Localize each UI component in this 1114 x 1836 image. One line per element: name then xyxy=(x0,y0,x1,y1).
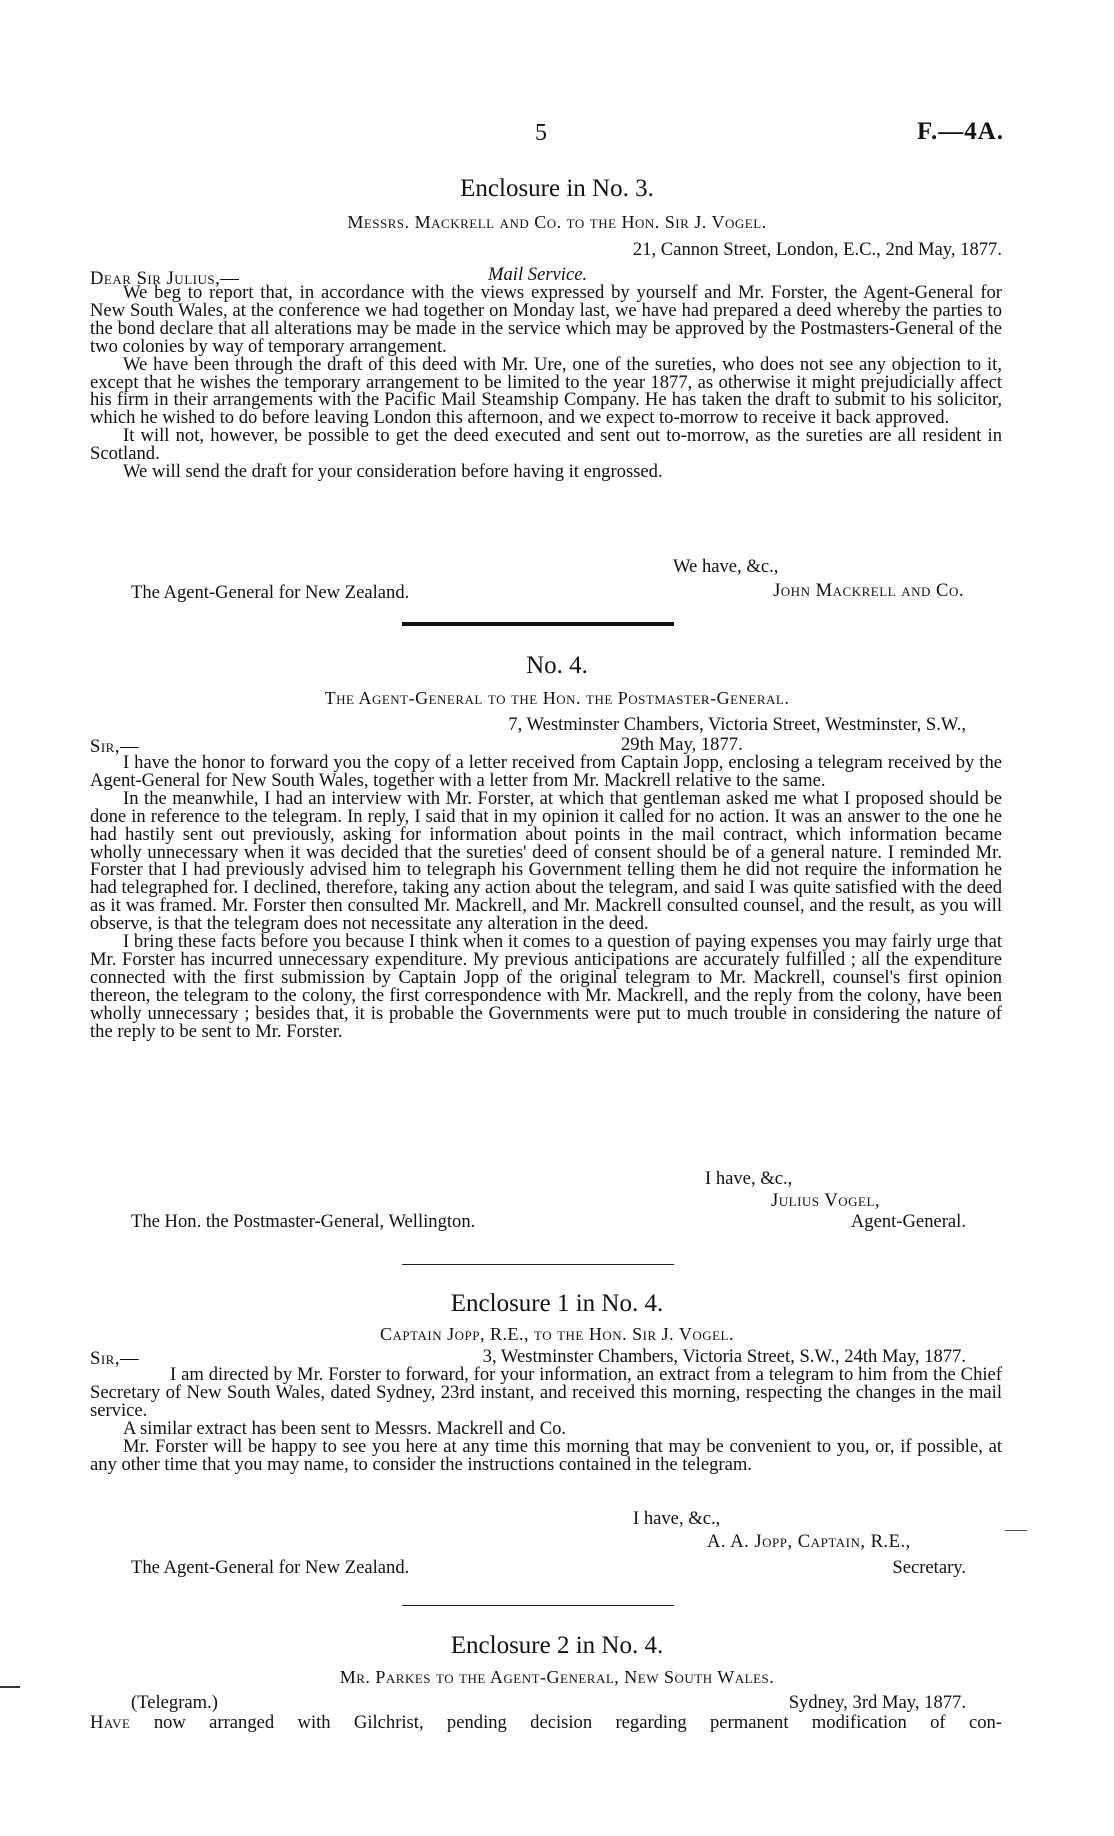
page-number: 5 xyxy=(535,120,547,146)
enclosure-2-line xyxy=(90,1714,1002,1732)
section-divider xyxy=(402,1605,674,1606)
enclosure-1-paragraph-3: Mr. Forster will be happy to see you here at any time this morning that may be convenient to you, or, if possible, at any other time that you may name, to consider the instructions contained in the telegram. xyxy=(90,1435,1002,1475)
no4-address: 7, Westminster Chambers, Victoria Street, Westminster, S.W., xyxy=(508,714,966,735)
enclosure-2-title: Enclosure 2 in No. 4. xyxy=(450,1632,664,1659)
enclosure-1-signature-title: Secretary. xyxy=(892,1557,966,1578)
no4-signature-title: Agent-General. xyxy=(850,1211,966,1232)
enclosure-2-body xyxy=(90,1714,1002,1732)
enclosure-1-signature: A. A. Jopp, Captain, R.E., xyxy=(707,1531,911,1552)
enclosure-2-from-line: Mr. Parkes to the Agent-General, New South Wales. xyxy=(339,1667,775,1687)
enclosure-2-type-label: (Telegram.) xyxy=(131,1692,218,1713)
no4-salutation: Sir,— xyxy=(90,736,140,757)
document-reference: F.—4A. xyxy=(916,118,1004,145)
enclosure-2-first-word: Have xyxy=(90,1712,131,1733)
no4-addressee: The Hon. the Postmaster-General, Wellington. xyxy=(131,1211,476,1232)
enclosure-3-from-line: Messrs. Mackrell and Co. to the Hon. Sir J. Vogel. xyxy=(347,212,767,232)
enclosure-3-paragraph-1: We beg to report that, in accordance with the views expressed by yourself and Mr. Forster, the Agent-General for New South Wales, at the conference we had together on Monday last, we have had prepared a deed whereby the parties to the bond declare that all alterations may be made in the service which may be approved by the Postmasters-General of the two colonies by way of temporary arrangement. xyxy=(90,282,1002,357)
enclosure-3-addressee: The Agent-General for New Zealand. xyxy=(131,582,410,603)
no4-paragraph-2: In the meanwhile, I had an interview with Mr. Forster, at which that gentleman asked me what I proposed should be done in reference to the telegram. In reply, I said that in my opinion it called for no action. It was an answer to the one he had hastily sent out previously, asking for information about points in the mail contract, which information became wholly unnecessary when it was decided that the sureties' deed of consent should be of a general nature. I reminded Mr. Forster that I had previously advised him to telegraph his Government telling them he did not require the information he had telegraphed for. I declined, therefore, taking any action about the telegram, and said I was quite satisfied with the deed as it was framed. Mr. Forster then consulted Mr. Mackrell, and Mr. Mackrell consulted counsel, and the result, as you will observe, is that the telegram does not necessitate any alteration in the deed. xyxy=(90,787,1002,935)
enclosure-1-salutation: Sir,— xyxy=(90,1348,140,1369)
no4-from-line: The Agent-General to the Hon. the Postmaster-General. xyxy=(324,688,790,708)
no4-closing: I have, &c., xyxy=(705,1168,793,1189)
enclosure-3-paragraph-4: We will send the draft for your consideration before having it engrossed. xyxy=(123,461,663,483)
enclosure-3-address: 21, Cannon Street, London, E.C., 2nd May, 1877. xyxy=(632,239,1002,260)
no4-body xyxy=(90,754,1002,1041)
margin-mark xyxy=(1005,1530,1027,1531)
enclosure-1-from-text: Captain Jopp, R.E., to the Hon. Sir J. Vogel. xyxy=(380,1324,734,1344)
enclosure-3-body xyxy=(90,284,1002,481)
section-divider xyxy=(402,1264,674,1265)
left-edge-mark xyxy=(0,1686,20,1688)
no4-paragraph-3: I bring these facts before you because I think when it comes to a question of paying expenses you may fairly urge that Mr. Forster has incurred unnecessary expenditure. My previous anticipations are accurately fulfilled ; all the expenditure connected with the first submission by Captain Jopp of the original telegram to Mr. Mackrell, counsel's first opinion thereon, the telegram to the colony, the first correspondence with Mr. Mackrell, and the reply from the colony, have been wholly unnecessary ; besides that, it is probable the Governments were put to much trouble in considering the nature of the reply to be sent to Mr. Forster. xyxy=(90,931,1002,1042)
enclosure-1-addressee: The Agent-General for New Zealand. xyxy=(131,1557,410,1578)
enclosure-2-text: now arranged with Gilchrist, pending decision regarding permanent modification of con- xyxy=(153,1712,1002,1733)
no4-paragraph-1: I have the honor to forward you the copy of a letter received from Captain Jopp, enclosing a telegram received by the Agent-General for New South Wales, together with a letter from Mr. Mackrell relative to the same. xyxy=(90,752,1002,791)
enclosure-1-paragraph-2: A similar extract has been sent to Messrs. Mackrell and Co. xyxy=(123,1417,567,1439)
section-divider-thick xyxy=(402,622,674,626)
enclosure-3-paragraph-2: We have been through the draft of this deed with Mr. Ure, one of the sureties, who does not see any objection to it, except that he wishes the temporary arrangement to be limited to the year 1877, as otherwise it might prejudicially affect his firm in their arrangements with the Pacific Mail Steamship Company. He has taken the draft to submit to his solicitor, which he wished to do before leaving London this afternoon, and we expect to-morrow to receive it back approved. xyxy=(90,353,1002,429)
enclosure-3-signature: John Mackrell and Co. xyxy=(773,580,964,601)
enclosure-1-title: Enclosure 1 in No. 4. xyxy=(450,1290,664,1317)
enclosure-1-body xyxy=(90,1366,1002,1473)
enclosure-1-paragraph-1: I am directed by Mr. Forster to forward, for your information, an extract from a telegram to him from the Chief Secretary of New South Wales, dated Sydney, 23rd instant, and received this morning, respecting the changes in the mail service. xyxy=(90,1364,1002,1421)
enclosure-3-title: Enclosure in No. 3. xyxy=(460,175,654,202)
enclosure-3-paragraph-3: It will not, however, be possible to get the deed executed and sent out to-morrow, as the sureties are all resident in Scotland. xyxy=(90,425,1002,465)
enclosure-1-address: 3, Westminster Chambers, Victoria Street, S.W., 24th May, 1877. xyxy=(482,1346,966,1367)
enclosure-1-closing: I have, &c., xyxy=(633,1508,721,1529)
enclosure-1-from-line xyxy=(0,1324,1114,1345)
no4-date: 29th May, 1877. xyxy=(621,734,743,755)
enclosure-3-subject: Mail Service. xyxy=(488,264,588,285)
no4-title: No. 4. xyxy=(526,652,588,679)
enclosure-3-salutation: Dear Sir Julius,— xyxy=(90,268,240,289)
enclosure-2-date: Sydney, 3rd May, 1877. xyxy=(788,1692,966,1713)
enclosure-3-closing: We have, &c., xyxy=(673,556,779,577)
no4-signature: Julius Vogel, xyxy=(771,1190,881,1211)
